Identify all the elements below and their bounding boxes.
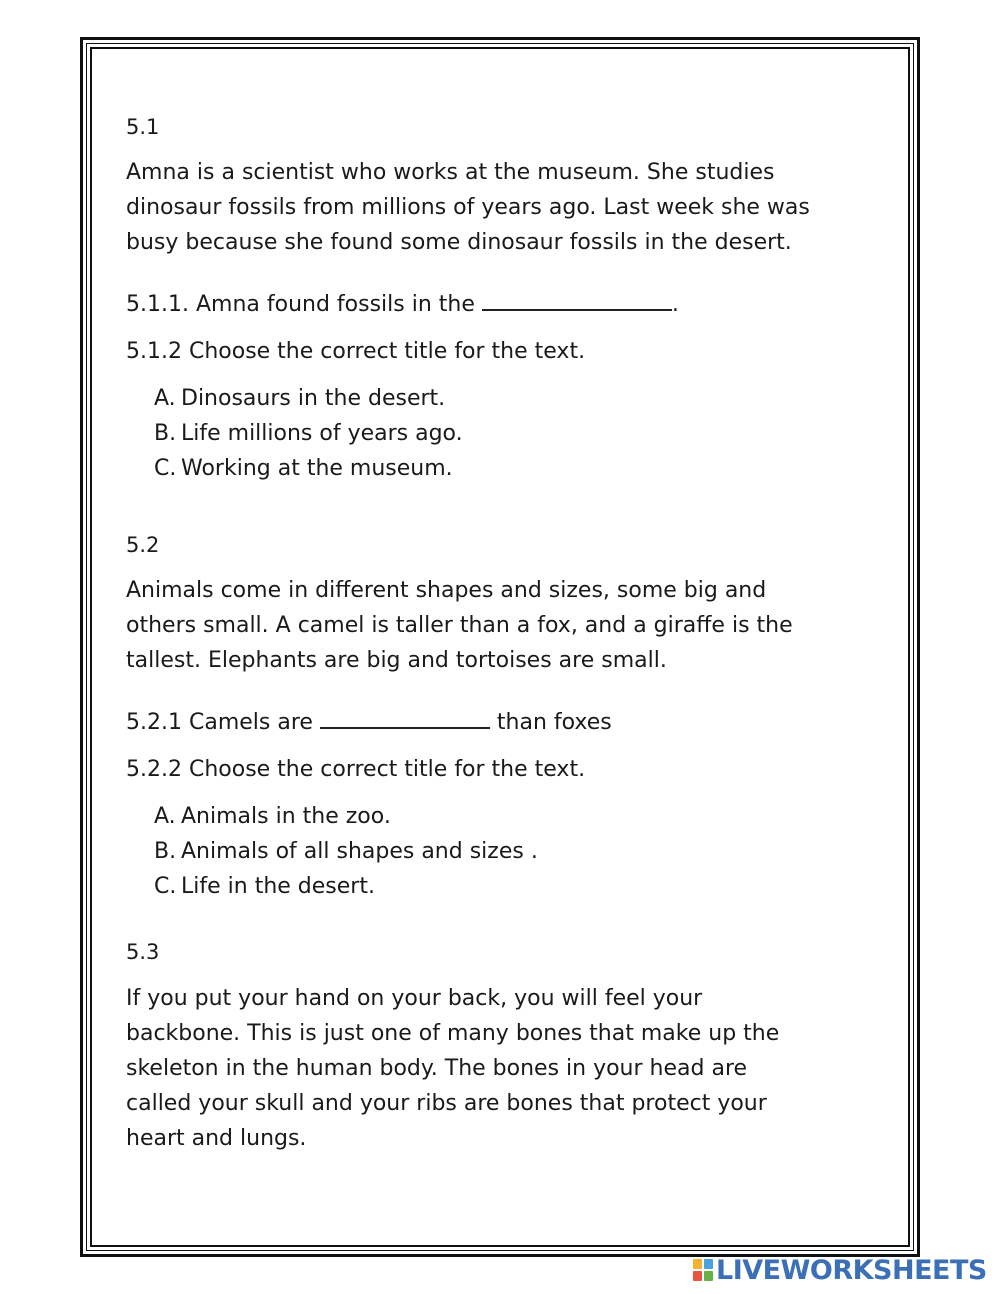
option-letter: A. bbox=[154, 804, 176, 829]
title-question: 5.2.2 Choose the correct title for the text. bbox=[126, 757, 586, 782]
paragraph-line: dinosaur fossils from millions of years ago. Last week she was bbox=[126, 195, 810, 220]
paragraph-line: Amna is a scientist who works at the museum. She studies bbox=[126, 160, 775, 185]
paragraph-line: called your skull and your ribs are bones that protect your bbox=[126, 1091, 767, 1116]
fill-in-question bbox=[126, 287, 679, 322]
option-c[interactable] bbox=[154, 451, 453, 486]
question-text: 5.1.1. Amna found fossils in the bbox=[126, 292, 482, 317]
paragraph-line: others small. A camel is taller than a fox, and a giraffe is the bbox=[126, 613, 793, 638]
paragraph-line: tallest. Elephants are big and tortoises are small. bbox=[126, 648, 667, 673]
option-text: Life millions of years ago. bbox=[181, 421, 463, 446]
option-a[interactable] bbox=[154, 799, 391, 834]
option-c[interactable] bbox=[154, 869, 375, 904]
question-text-end: than foxes bbox=[489, 710, 612, 735]
option-b[interactable] bbox=[154, 416, 463, 451]
question-text: 5.2.1 Camels are bbox=[126, 710, 320, 735]
section-number: 5.3 bbox=[126, 940, 160, 964]
paragraph-line: skeleton in the human body. The bones in your head are bbox=[126, 1056, 748, 1081]
fill-in-question bbox=[126, 705, 612, 740]
option-letter: B. bbox=[154, 421, 177, 446]
option-b[interactable] bbox=[154, 834, 538, 869]
liveworksheets-logo[interactable] bbox=[693, 1255, 987, 1285]
option-text: Working at the museum. bbox=[181, 456, 453, 481]
option-letter: B. bbox=[154, 839, 177, 864]
option-text: Life in the desert. bbox=[181, 874, 375, 899]
option-letter: C. bbox=[154, 874, 177, 899]
answer-blank[interactable] bbox=[482, 287, 672, 311]
liveworksheets-logo-icon bbox=[693, 1259, 713, 1281]
section-number: 5.2 bbox=[126, 533, 160, 557]
paragraph-line: If you put your hand on your back, you will feel your bbox=[126, 986, 703, 1011]
answer-blank[interactable] bbox=[320, 705, 490, 729]
option-letter: C. bbox=[154, 456, 177, 481]
title-question: 5.1.2 Choose the correct title for the text. bbox=[126, 339, 586, 364]
logo-text: LIVEWORKSHEETS bbox=[716, 1254, 987, 1286]
option-letter: A. bbox=[154, 386, 176, 411]
option-text: Dinosaurs in the desert. bbox=[181, 386, 446, 411]
paragraph-line: Animals come in different shapes and sizes, some big and bbox=[126, 578, 767, 603]
option-text: Animals of all shapes and sizes . bbox=[181, 839, 538, 864]
paragraph-line: heart and lungs. bbox=[126, 1126, 307, 1151]
question-text-end: . bbox=[671, 292, 679, 317]
paragraph-line: backbone. This is just one of many bones that make up the bbox=[126, 1021, 780, 1046]
section-number: 5.1 bbox=[126, 115, 160, 139]
paragraph-line: busy because she found some dinosaur fossils in the desert. bbox=[126, 230, 792, 255]
option-text: Animals in the zoo. bbox=[181, 804, 391, 829]
option-a[interactable] bbox=[154, 381, 445, 416]
